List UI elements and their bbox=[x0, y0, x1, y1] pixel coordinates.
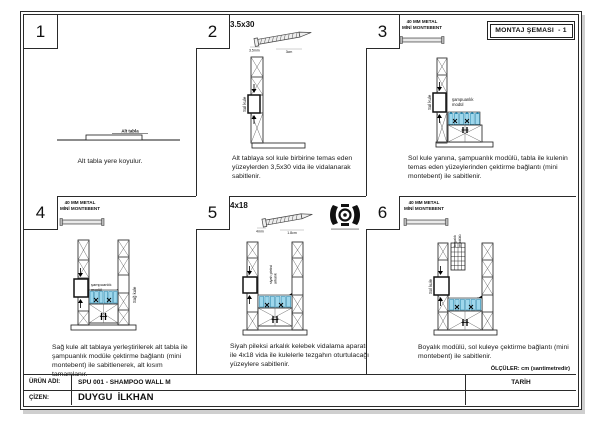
screw-dim-1: 3.5mm bbox=[249, 48, 260, 53]
olculer-note: ÖLÇÜLER: cm (santimetredir) bbox=[490, 366, 570, 372]
sampuanlik-label-2: modül bbox=[452, 102, 464, 107]
panel-2-caption: Alt tablaya sol kule birbirine temas eden yüzeylerden 3,5x30 vida ile vidalanarak sabitlenir. bbox=[232, 155, 353, 180]
panel-4-drawing bbox=[70, 235, 202, 340]
montaj-title: MONTAJ ŞEMASI - 1 bbox=[490, 24, 573, 38]
hw-line2: MİNİ MONTEBENT bbox=[59, 205, 101, 211]
hw-line1: 40 MM METAL bbox=[64, 200, 96, 205]
pleksi-label-2: arkalık bbox=[273, 273, 278, 284]
montebent-icon bbox=[398, 34, 446, 46]
grid-hline-1 bbox=[24, 196, 576, 197]
panel-6-hardware-label bbox=[392, 200, 456, 211]
sampuanlik-label-1: şampuanlık bbox=[452, 97, 474, 102]
tarih-label: TARİH bbox=[511, 378, 531, 386]
hw-line1: 40 MM METAL bbox=[406, 19, 438, 24]
panel-3-caption: Sol kule yanına, şampuanlık modülü, tabla ile kulenin temas eden yüzeylerinden çektirme bağlantı (mini montebent) ile sabitlenir. bbox=[408, 155, 568, 180]
panel-1-caption: Alt tabla yere koyulur. bbox=[77, 158, 143, 165]
sampuanlik-label-1: şampuanlık bbox=[91, 282, 112, 287]
sag-kule-label: Sağ kule bbox=[132, 286, 137, 303]
tarih-value-empty bbox=[466, 390, 576, 405]
panel-2-number bbox=[196, 15, 230, 49]
panel-1-number-text: 1 bbox=[35, 21, 46, 41]
sampuanlik-label-2: modül bbox=[91, 287, 102, 292]
panel-3-hardware-label bbox=[390, 19, 454, 30]
panel-6-caption: Boyalık modülü, sol kuleye çektirme bağlantı (mini montebent) ile sabitlenir. bbox=[418, 344, 569, 360]
cizen-value: DUYGU İLKHAN bbox=[78, 392, 154, 403]
boyalik-label-2: modülü bbox=[458, 234, 462, 247]
panel-4-caption: Sağ kule alt tablaya yerleştirilerek alt tabla ile şampuanlık modüle çektirme bağlantı (mini montebent) ile sabitlenerek, alt kısım tamamlanır. bbox=[52, 344, 188, 378]
panel-3-drawing bbox=[420, 52, 580, 152]
sol-kule-label: Sol kule bbox=[428, 279, 433, 294]
panel-5-drawing bbox=[240, 238, 370, 338]
panel-5-screw-size: 4x18 bbox=[230, 201, 248, 210]
panel-3-number-text: 3 bbox=[377, 21, 388, 41]
screw-icon bbox=[252, 205, 326, 235]
sol-kule-label: Sol kule bbox=[242, 96, 247, 112]
panel-6-number-text: 6 bbox=[377, 202, 388, 222]
panel-5-number-text: 5 bbox=[207, 202, 218, 222]
panel-2-drawing bbox=[230, 52, 354, 152]
panel-5-number bbox=[196, 196, 230, 230]
screw-dim-2: 3cm bbox=[285, 50, 293, 54]
montebent-icon bbox=[58, 216, 106, 228]
pleksi-label-1: siyah pleksi bbox=[269, 264, 273, 284]
alt-tabla-label: Alt tabla bbox=[121, 128, 139, 134]
hw-line2: MİNİ MONTEBENT bbox=[403, 205, 445, 211]
cizen-label: ÇİZEN: bbox=[29, 394, 49, 401]
screw-icon bbox=[246, 24, 320, 54]
panel-1-drawing bbox=[50, 125, 182, 157]
montaj-title-box bbox=[487, 21, 575, 40]
hw-line1: 40 MM METAL bbox=[408, 200, 440, 205]
panel-2-number-text: 2 bbox=[207, 21, 218, 41]
panel-1-number bbox=[24, 15, 58, 49]
screw-dim-1: 4mm bbox=[256, 229, 264, 234]
vendor-logo-icon bbox=[328, 202, 362, 232]
panel-4-hardware-label bbox=[48, 200, 112, 211]
sol-kule-label: Sol kule bbox=[427, 94, 432, 110]
boyalik-label-1: boyalık bbox=[453, 234, 457, 247]
screw-dim-2: 1.8cm bbox=[287, 231, 297, 235]
panel-4-number-text: 4 bbox=[35, 202, 46, 222]
panel-2-screw-size: 3.5x30 bbox=[230, 20, 255, 29]
panel-5-caption: Siyah pileksi arkalık kelebek vidalama aparatı ile 4x18 vida ile kulelerle tezgahın oturtulacağı yüzeylere sabitlenir. bbox=[230, 343, 370, 368]
hw-line2: MİNİ MONTEBENT bbox=[401, 24, 443, 30]
urun-adi-value: SPU 001 - SHAMPOO WALL M bbox=[78, 378, 171, 386]
urun-adi-label: ÜRÜN ADI: bbox=[29, 379, 61, 385]
panel-6-drawing bbox=[425, 224, 577, 338]
